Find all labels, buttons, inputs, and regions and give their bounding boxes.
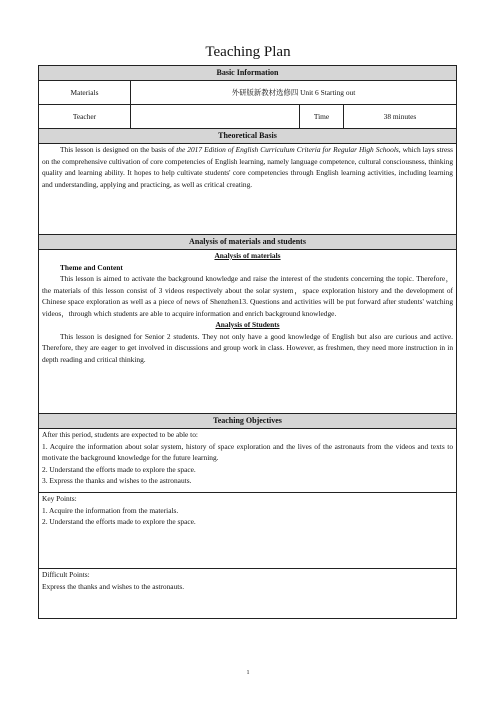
materials-analysis-text: This lesson is aimed to activate the background knowledge and raise the interest of the students concerning the topic. Therefore，the materials of this lesson consist of 3 videos respectively about the solar system，space exploration history and the development of Chinese space exploration as well as a piece of news of Shenzhen13. Questions and activities will be put forward after students' watching videos，through which students are able to acquire information and enrich background knowledge.: [42, 274, 454, 318]
theoretical-basis-text: [39, 144, 457, 235]
basic-info-header: Basic Information: [39, 66, 457, 81]
time-label: Time: [300, 105, 344, 129]
difficult-points-body: [39, 569, 457, 619]
teacher-value: [131, 105, 300, 129]
difficult-point-item: Express the thanks and wishes to the astronauts.: [42, 581, 185, 591]
materials-value: 外研版新教材选修四 Unit 6 Starting out: [131, 81, 457, 105]
objective-item: 1. Acquire the information about solar system, history of space exploration and the lives of the astronauts from the videos and texts to motivate the background knowledge for the future learning.: [42, 441, 454, 462]
key-point-item: 2. Understand the efforts made to explore the space.: [42, 517, 196, 526]
objectives-intro: After this period, students are expected to be able to:: [42, 430, 198, 439]
analysis-header: Analysis of materials and students: [39, 235, 457, 250]
theoretical-basis-header: Theoretical Basis: [39, 129, 457, 144]
analysis-materials-subheading: Analysis of materials: [214, 251, 281, 260]
teaching-objectives-header: Teaching Objectives: [39, 414, 457, 429]
objective-item: 3. Express the thanks and wishes to the astronauts.: [42, 476, 192, 485]
time-value: 38 minutes: [344, 105, 457, 129]
teacher-label: Teacher: [39, 105, 131, 129]
students-analysis-text: This lesson is designed for Senior 2 students. They not only have a good knowledge of English but also are curious and active. Therefore, they are eager to get involved in discussions and group work in class. However, as freshmen, they need more instruction in in depth reading and critical thinking.: [42, 331, 454, 364]
materials-label: Materials: [39, 81, 131, 105]
page-number: 1: [246, 670, 250, 676]
key-points-label: Key Points:: [42, 494, 77, 503]
key-point-item: 1. Acquire the information from the materials.: [42, 505, 179, 515]
analysis-body: [39, 250, 457, 414]
theory-text-b: which lays stress on the comprehensive cultivation of core competencies of English learning, namely language competence, cultural consciousness, thinking quality and learning ability. It hopes to help cultivate students' core competencies through English learning activities, including learning and understanding, applying and practicing, as well as critical creating.: [42, 145, 454, 189]
analysis-students-subheading: Analysis of Students: [215, 320, 280, 329]
teaching-plan-table: [38, 65, 457, 619]
difficult-points-label: Difficult Points:: [42, 570, 90, 579]
theme-content-label: Theme and Content: [60, 262, 123, 272]
theory-text-a: This lesson is designed on the basis of: [60, 145, 177, 154]
curriculum-title: the 2017 Edition of English Curriculum Criteria for Regular High Schools,: [176, 145, 401, 154]
objective-item: 2. Understand the efforts made to explore the space.: [42, 464, 196, 474]
page-title: Teaching Plan: [205, 44, 291, 60]
key-points-body: [39, 493, 457, 569]
objectives-body: [39, 429, 457, 493]
